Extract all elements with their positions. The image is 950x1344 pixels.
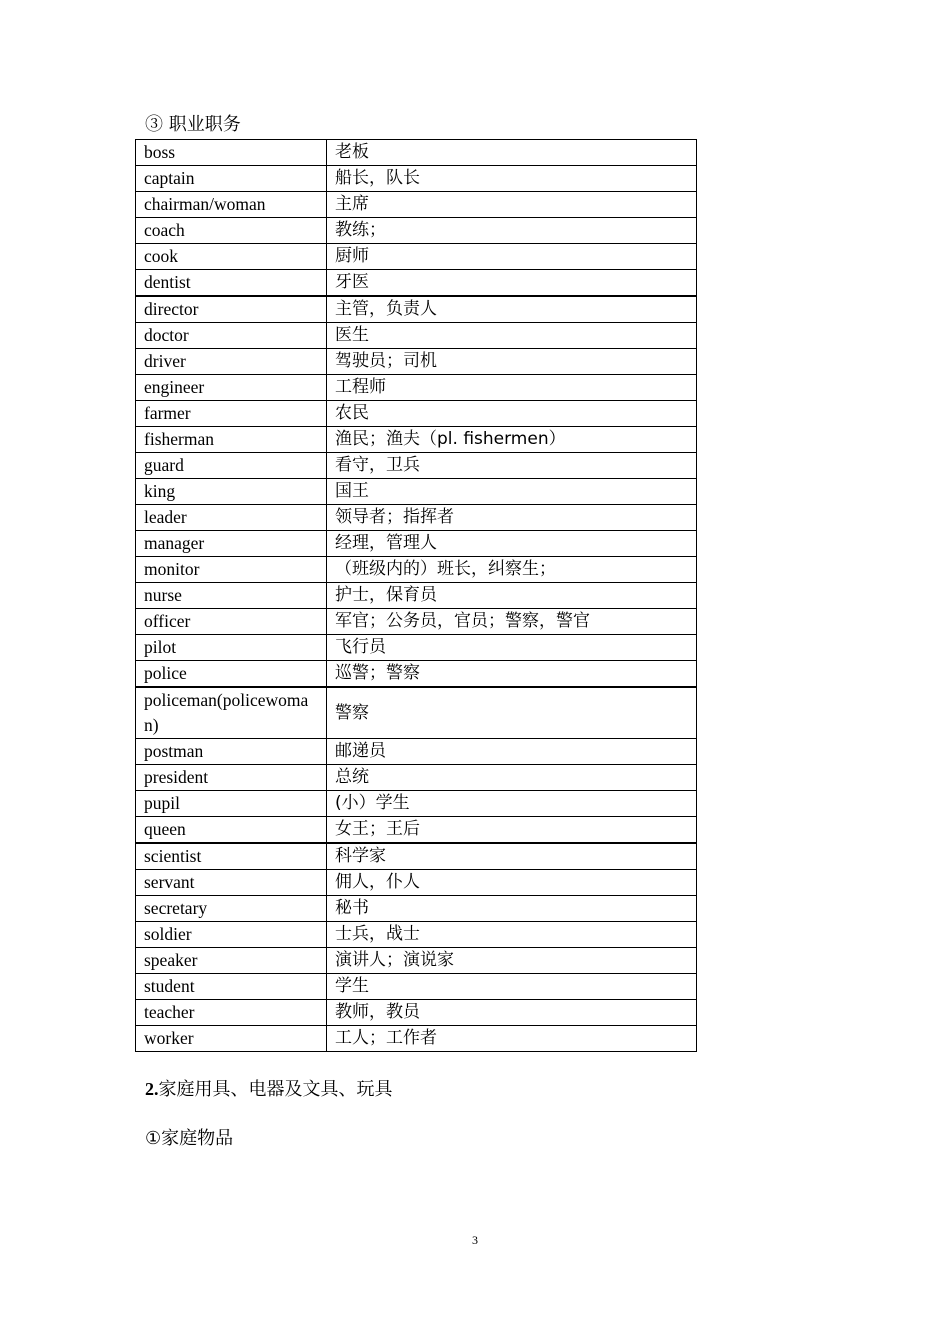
english-word-cell: captain: [136, 166, 327, 192]
chinese-meaning-cell: 领导者；指挥者: [327, 505, 697, 531]
english-word-cell: nurse: [136, 583, 327, 609]
table-row: [136, 375, 697, 401]
chinese-meaning-cell: (小）学生: [327, 791, 697, 817]
english-word-cell: leader: [136, 505, 327, 531]
vocabulary-table-body: [136, 140, 697, 1052]
english-word-cell: coach: [136, 218, 327, 244]
chinese-meaning-cell: 士兵，战士: [327, 922, 697, 948]
english-word-cell: king: [136, 479, 327, 505]
table-row: [136, 140, 697, 166]
english-word-cell: pilot: [136, 635, 327, 661]
english-word-cell: guard: [136, 453, 327, 479]
english-word-cell: fisherman: [136, 427, 327, 453]
chinese-meaning-cell: 医生: [327, 323, 697, 349]
table-row: [136, 427, 697, 453]
english-word-cell: queen: [136, 817, 327, 844]
table-row: [136, 218, 697, 244]
table-row: [136, 296, 697, 323]
chinese-meaning-cell: 厨师: [327, 244, 697, 270]
chinese-meaning-cell: 科学家: [327, 843, 697, 870]
chinese-meaning-cell: 国王: [327, 479, 697, 505]
table-row: [136, 1000, 697, 1026]
chinese-meaning-cell: 警察: [327, 687, 697, 739]
table-row: [136, 192, 697, 218]
table-row: [136, 922, 697, 948]
chinese-meaning-cell: 船长，队长: [327, 166, 697, 192]
english-word-cell: pupil: [136, 791, 327, 817]
table-row: [136, 765, 697, 791]
english-word-cell: postman: [136, 739, 327, 765]
table-row: [136, 635, 697, 661]
table-row: [136, 557, 697, 583]
section-heading: ③ 职业职务: [145, 114, 241, 135]
table-row: [136, 244, 697, 270]
table-row: [136, 687, 697, 739]
chinese-meaning-cell: 驾驶员；司机: [327, 349, 697, 375]
english-word-cell: engineer: [136, 375, 327, 401]
table-row: [136, 1026, 697, 1052]
english-word-cell: policeman(policewoman): [136, 687, 327, 739]
table-row: [136, 974, 697, 1000]
chinese-meaning-cell: 巡警；警察: [327, 661, 697, 688]
table-row: [136, 661, 697, 688]
chinese-meaning-cell: 农民: [327, 401, 697, 427]
chinese-meaning-cell: 军官；公务员，官员；警察，警官: [327, 609, 697, 635]
english-word-cell: officer: [136, 609, 327, 635]
chinese-meaning-cell: 渔民；渔夫（pl. fishermen）: [327, 427, 697, 453]
english-word-cell: boss: [136, 140, 327, 166]
english-word-cell: teacher: [136, 1000, 327, 1026]
english-word-cell: driver: [136, 349, 327, 375]
chinese-meaning-cell: 老板: [327, 140, 697, 166]
english-word-cell: secretary: [136, 896, 327, 922]
section-2-number: 2.: [145, 1079, 159, 1099]
table-row: [136, 609, 697, 635]
chinese-meaning-cell: 主席: [327, 192, 697, 218]
chinese-meaning-cell: 护士，保育员: [327, 583, 697, 609]
chinese-meaning-cell: 教师，教员: [327, 1000, 697, 1026]
chinese-meaning-cell: 看守，卫兵: [327, 453, 697, 479]
page-number: 3: [472, 1233, 478, 1247]
chinese-meaning-cell: 总统: [327, 765, 697, 791]
english-word-cell: dentist: [136, 270, 327, 297]
english-word-cell: worker: [136, 1026, 327, 1052]
table-row: [136, 401, 697, 427]
table-row: [136, 948, 697, 974]
english-word-cell: farmer: [136, 401, 327, 427]
chinese-meaning-cell: 女王；王后: [327, 817, 697, 844]
english-word-cell: monitor: [136, 557, 327, 583]
table-row: [136, 531, 697, 557]
chinese-meaning-cell: 演讲人；演说家: [327, 948, 697, 974]
table-row: [136, 505, 697, 531]
english-word-cell: manager: [136, 531, 327, 557]
table-row: [136, 479, 697, 505]
chinese-meaning-cell: 佣人，仆人: [327, 870, 697, 896]
english-word-cell: scientist: [136, 843, 327, 870]
english-word-cell: director: [136, 296, 327, 323]
section-2-title: 家庭用具、电器及文具、玩具: [158, 1079, 393, 1100]
chinese-meaning-cell: 牙医: [327, 270, 697, 297]
chinese-meaning-cell: 工人；工作者: [327, 1026, 697, 1052]
section-2-heading: [145, 1077, 393, 1102]
table-row: [136, 817, 697, 844]
english-word-cell: cook: [136, 244, 327, 270]
english-word-cell: soldier: [136, 922, 327, 948]
table-row: [136, 791, 697, 817]
chinese-meaning-cell: 教练；: [327, 218, 697, 244]
chinese-meaning-cell: 邮递员: [327, 739, 697, 765]
chinese-meaning-cell: 飞行员: [327, 635, 697, 661]
table-row: [136, 583, 697, 609]
table-row: [136, 870, 697, 896]
table-row: [136, 349, 697, 375]
chinese-meaning-cell: （班级内的）班长，纠察生；: [327, 557, 697, 583]
chinese-meaning-cell: 主管，负责人: [327, 296, 697, 323]
table-row: [136, 166, 697, 192]
vocabulary-table: [135, 139, 697, 1052]
chinese-meaning-cell: 工程师: [327, 375, 697, 401]
english-word-cell: servant: [136, 870, 327, 896]
chinese-meaning-cell: 经理，管理人: [327, 531, 697, 557]
table-row: [136, 739, 697, 765]
english-word-cell: student: [136, 974, 327, 1000]
chinese-meaning-cell: 秘书: [327, 896, 697, 922]
chinese-meaning-cell: 学生: [327, 974, 697, 1000]
english-word-cell: doctor: [136, 323, 327, 349]
table-row: [136, 323, 697, 349]
subsection-heading: ①家庭物品: [145, 1128, 234, 1149]
table-row: [136, 270, 697, 297]
table-row: [136, 453, 697, 479]
english-word-cell: chairman/woman: [136, 192, 327, 218]
english-word-cell: speaker: [136, 948, 327, 974]
table-row: [136, 896, 697, 922]
table-row: [136, 843, 697, 870]
english-word-cell: president: [136, 765, 327, 791]
english-word-cell: police: [136, 661, 327, 688]
